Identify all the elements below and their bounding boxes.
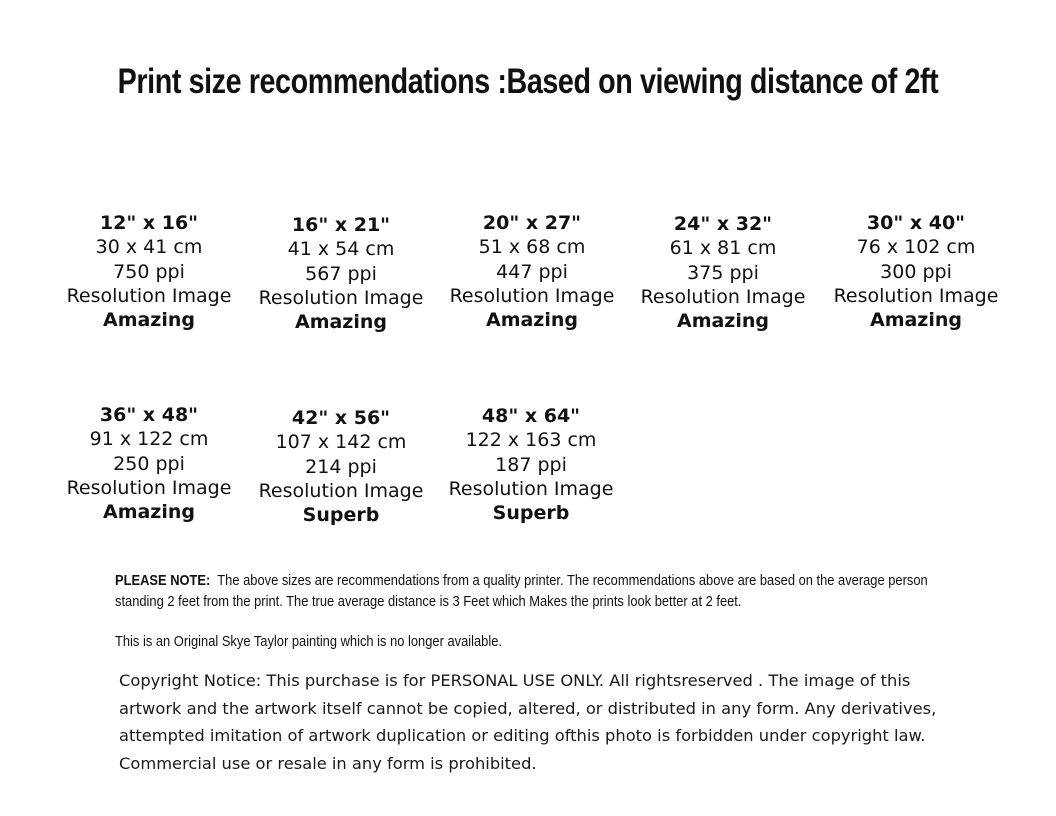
size-cm: 51 x 68 cm <box>478 236 586 259</box>
size-ppi: 447 ppi <box>496 260 568 283</box>
resolution-label: Resolution Image <box>66 284 232 307</box>
quality-rating: Superb <box>302 504 380 527</box>
size-inches: 24" x 32" <box>673 213 773 235</box>
size-inches: 12" x 16" <box>99 212 199 234</box>
size-ppi: 187 ppi <box>495 453 567 476</box>
quality-rating: Amazing <box>294 311 388 334</box>
size-cm: 61 x 81 cm <box>669 237 777 260</box>
resolution-label: Resolution Image <box>640 285 806 308</box>
size-ppi: 300 ppi <box>880 260 952 283</box>
size-inches: 16" x 21" <box>291 214 391 236</box>
original-notice: This is an Original Skye Taylor painting which is no longer available. <box>115 633 502 650</box>
size-ppi: 567 ppi <box>305 262 377 285</box>
size-card-12x16 <box>54 211 244 332</box>
size-cm: 41 x 54 cm <box>287 238 395 261</box>
size-inches: 30" x 40" <box>866 212 966 234</box>
resolution-label: Resolution Image <box>833 284 999 307</box>
size-ppi: 375 ppi <box>687 261 759 284</box>
quality-rating: Amazing <box>676 310 770 333</box>
size-card-20x27 <box>437 211 627 332</box>
size-card-42x56 <box>246 406 436 527</box>
quality-rating: Amazing <box>485 309 579 332</box>
size-ppi: 750 ppi <box>113 260 185 283</box>
page-title: Print size recommendations :Based on viewing distance of 2ft <box>117 62 939 101</box>
size-card-16x21 <box>246 213 436 334</box>
resolution-label: Resolution Image <box>449 284 615 307</box>
size-cm: 107 x 142 cm <box>275 431 407 454</box>
size-inches: 48" x 64" <box>481 405 581 427</box>
size-inches: 36" x 48" <box>99 404 199 426</box>
size-inches: 42" x 56" <box>291 407 391 429</box>
size-ppi: 214 ppi <box>305 455 377 478</box>
resolution-label: Resolution Image <box>448 477 614 500</box>
size-cm: 30 x 41 cm <box>95 236 203 259</box>
size-card-30x40 <box>821 211 1011 332</box>
resolution-label: Resolution Image <box>66 476 232 499</box>
note-label: PLEASE NOTE: <box>115 572 211 589</box>
please-note <box>115 570 975 612</box>
quality-rating: Superb <box>492 502 570 525</box>
quality-rating: Amazing <box>102 501 196 524</box>
size-card-24x32 <box>628 212 818 333</box>
size-inches: 20" x 27" <box>482 212 582 234</box>
size-card-36x48 <box>54 403 244 524</box>
resolution-label: Resolution Image <box>258 286 424 309</box>
size-card-48x64 <box>436 404 626 525</box>
size-ppi: 250 ppi <box>113 452 185 475</box>
quality-rating: Amazing <box>869 309 963 332</box>
note-text: The above sizes are recommendations from a quality printer. The recommendations above are based on the average person standing 2 feet from the print. The true average distance is 3 Feet which Makes the prints look better at 2 feet. <box>115 572 928 610</box>
size-cm: 122 x 163 cm <box>465 429 597 452</box>
size-cm: 76 x 102 cm <box>856 236 976 259</box>
size-cm: 91 x 122 cm <box>89 428 209 451</box>
quality-rating: Amazing <box>102 309 196 332</box>
resolution-label: Resolution Image <box>258 479 424 502</box>
copyright-notice: Copyright Notice: This purchase is for PERSONAL USE ONLY. All rightsreserved . The image of this artwork and the artwork itself cannot be copied, altered, or distributed in any form. Any derivatives, attempted imitation of artwork duplication or editing ofthis photo is forbidden under copyright law. Commercial use or resale in any form is prohibited. <box>119 671 937 773</box>
